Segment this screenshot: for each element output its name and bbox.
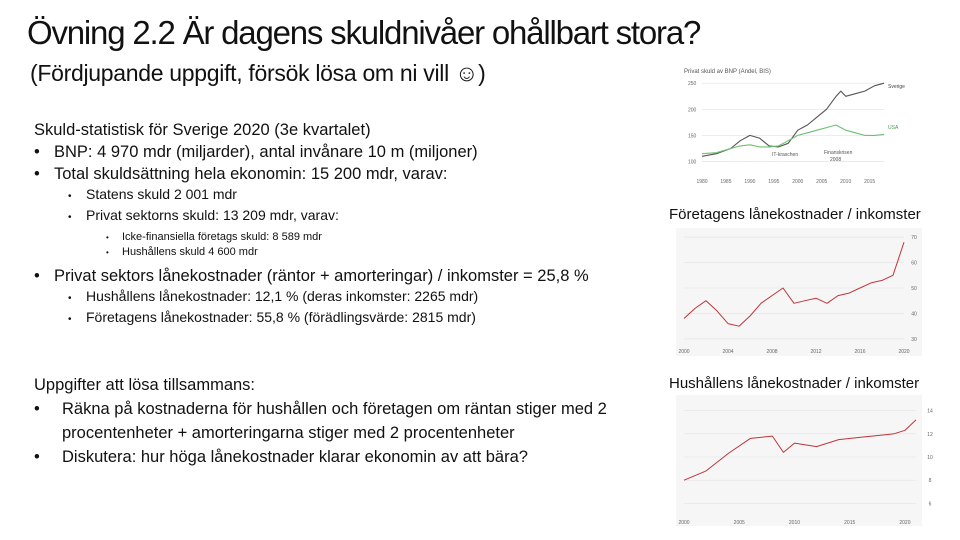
debt-chart-grid	[702, 83, 884, 161]
x-tick-label: 2015	[864, 179, 876, 185]
stats-item-gdp: BNP: 4 970 mdr (miljarder), antal invånare 10 m (miljoner)	[54, 143, 478, 161]
slide-subtitle: (Fördjupande uppgift, försök lösa om ni vill ☺)	[30, 60, 486, 86]
debt-chart-title: Privat skuld av BNP (Andel, BIS)	[684, 69, 771, 75]
x-tick-label: 2000	[792, 179, 804, 185]
list-item: • Hushållens lånekostnader: 12,1 % (deras inkomster: 2265 mdr)	[68, 288, 479, 304]
x-tick-label: 2010	[788, 520, 801, 526]
annotation-it-crash: IT-kraschen	[772, 152, 799, 158]
series-line-sverige	[702, 83, 884, 156]
y-tick-label: 250	[688, 81, 697, 88]
x-tick-label: 2000	[678, 349, 690, 355]
x-tick-label: 1985	[720, 179, 732, 185]
y-tick-label: 8	[928, 478, 932, 485]
y-tick-label: 14	[927, 408, 933, 415]
debt-chart-y-ticks	[688, 81, 697, 165]
list-item: • Statens skuld 2 001 mdr	[68, 186, 237, 202]
x-tick-label: 2020	[899, 520, 911, 526]
tasks-block	[34, 373, 622, 469]
x-tick-label: 2015	[844, 520, 856, 526]
task-item-discuss: Diskutera: hur höga lånekostnader klarar ekonomin av att bära?	[62, 448, 528, 466]
stats-cost-companies: Företagens lånekostnader: 55,8 % (förädlingsvärde: 2815 mdr)	[86, 309, 476, 325]
stats-subsub-household-debt: Hushållens skuld 4 600 mdr	[122, 246, 258, 258]
x-tick-label: 1980	[696, 179, 708, 185]
household-chart-y-ticks	[927, 409, 933, 508]
x-tick-label: 1990	[744, 179, 756, 185]
tasks-heading: Uppgifter att lösa tillsammans:	[34, 376, 256, 394]
corp-chart	[676, 228, 922, 356]
list-item: • Hushållens skuld 4 600 mdr	[106, 246, 258, 258]
y-tick-label: 40	[911, 311, 917, 318]
list-item: • Icke-finansiella företags skuld: 8 589 mdr	[106, 231, 322, 243]
list-item: • Diskutera: hur höga lånekostnader klarar ekonomin av att bära?	[34, 448, 528, 466]
corp-chart-background	[676, 228, 922, 356]
list-item: • BNP: 4 970 mdr (miljarder), antal invånare 10 m (miljoner)	[34, 143, 478, 161]
y-tick-label: 60	[911, 260, 917, 267]
y-tick-label: 6	[928, 501, 932, 508]
task-item-calculate: Räkna på kostnaderna för hushållen och företagen om räntan stiger med 2 procentenheter + amorteringarna stiger med 2 procentenheter	[62, 400, 607, 442]
x-tick-label: 2005	[816, 179, 828, 185]
y-tick-label: 10	[927, 455, 933, 461]
stats-item-total-debt: Total skuldsättning hela ekonomin: 15 200 mdr, varav:	[54, 165, 448, 183]
annotation-finanskrisen: Finanskrisen	[824, 150, 853, 156]
x-tick-label: 2008	[766, 349, 778, 355]
series-label-usa: USA	[888, 125, 899, 131]
series-line-usa	[702, 125, 884, 154]
x-tick-label: 1995	[768, 179, 780, 185]
x-tick-label: 2020	[898, 349, 910, 355]
y-tick-label: 200	[688, 107, 697, 114]
stats-heading: Skuld-statistisk för Sverige 2020 (3e kvartalet)	[34, 121, 371, 139]
annotation-2008: 2008	[830, 157, 842, 163]
household-chart	[676, 395, 933, 526]
x-tick-label: 2005	[733, 520, 745, 526]
list-item: • Privat sektorns skuld: 13 209 mdr, varav:	[68, 207, 339, 223]
list-item: • Företagens lånekostnader: 55,8 % (förädlingsvärde: 2815 mdr)	[68, 309, 476, 325]
stats-sub-private-debt: Privat sektorns skuld: 13 209 mdr, varav:	[86, 207, 339, 223]
series-label-sverige: Sverige	[888, 84, 905, 90]
y-tick-label: 100	[688, 159, 697, 166]
x-tick-label: 2000	[678, 520, 690, 526]
y-tick-label: 30	[911, 336, 917, 343]
debt-chart	[676, 64, 922, 190]
x-tick-label: 2004	[722, 349, 734, 355]
stats-item-private-costs: Privat sektors lånekostnader (räntor + amorteringar) / inkomster = 25,8 %	[54, 267, 589, 285]
list-item: • Total skuldsättning hela ekonomin: 15 200 mdr, varav:	[34, 165, 448, 183]
list-item: • Räkna på kostnaderna för hushållen och företagen om räntan stiger med 2 procentenheter + amorteringarna stiger med 2 procentenheter	[34, 400, 607, 442]
x-tick-label: 2010	[840, 179, 852, 185]
y-tick-label: 12	[927, 431, 933, 438]
list-item: • Privat sektors lånekostnader (räntor + amorteringar) / inkomster = 25,8 %	[34, 267, 589, 285]
debt-chart-lines	[702, 83, 884, 156]
household-chart-title: Hushållens lånekostnader / inkomster	[669, 375, 920, 392]
y-tick-label: 70	[911, 235, 917, 242]
stats-subsub-corp-debt: Icke-finansiella företags skuld: 8 589 mdr	[122, 231, 322, 243]
y-tick-label: 150	[688, 133, 697, 140]
stats-sub-state-debt: Statens skuld 2 001 mdr	[86, 186, 237, 202]
stats-block	[34, 119, 589, 329]
x-tick-label: 2012	[810, 349, 822, 355]
household-chart-background	[676, 395, 922, 526]
stats-cost-households: Hushållens lånekostnader: 12,1 % (deras inkomster: 2265 mdr)	[86, 288, 479, 304]
debt-chart-x-ticks	[696, 179, 875, 185]
corp-chart-title: Företagens lånekostnader / inkomster	[669, 206, 921, 223]
x-tick-label: 2016	[854, 349, 866, 355]
slide-title: Övning 2.2 Är dagens skuldnivåer ohållbart stora?	[27, 14, 701, 51]
y-tick-label: 50	[911, 286, 917, 292]
